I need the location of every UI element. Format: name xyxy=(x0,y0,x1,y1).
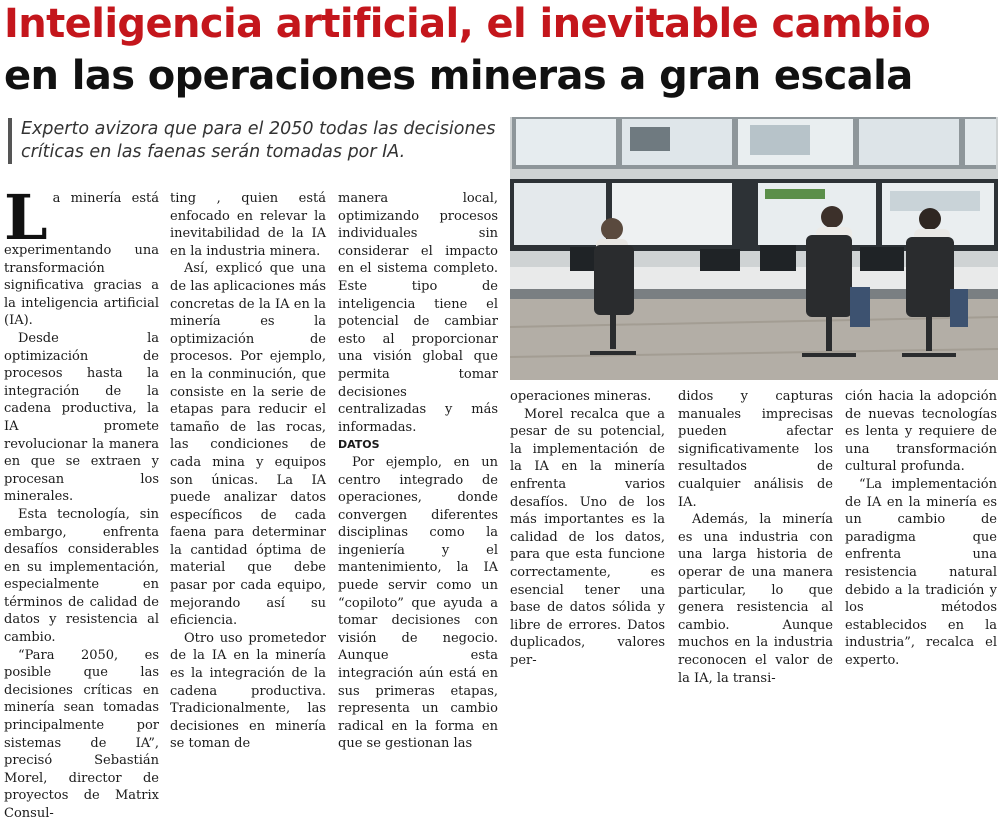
headline-line-1: Inteligencia artificial, el inevitable cambio xyxy=(4,1,931,47)
article-paragraph: ción hacia la adopción de nuevas tecnologías es lenta y requiere de una transformación cultural profunda. xyxy=(845,389,997,475)
headline-line-2: en las operaciones mineras a gran escala xyxy=(4,53,913,99)
article-paragraph: Además, la minería es una industria con una larga historia de operar de una manera particular, lo que genera resistencia al cambio. Aunque muchos en la industria reconocen el valor de la IA, la transi- xyxy=(678,512,833,686)
article-paragraph: operaciones mineras. xyxy=(510,389,652,404)
article-paragraph: Morel recalca que a pesar de su potencial, la implementación de la IA en la minería enfrenta varios desafíos. Uno de los más importantes es la calidad de los datos, para que esta funcione correctamente, es esencial tener una base de datos sólida y libre de errores. Datos duplicados, valores per- xyxy=(510,406,665,668)
article-paragraph: La minería está experimentando una transformación significativa gracias a la inteligencia artificial (IA). xyxy=(4,181,159,329)
article-paragraph: didos y capturas manuales imprecisas pueden afectar significativamente los resultados de cualquier análisis de IA. xyxy=(678,389,833,510)
article-column-1 xyxy=(4,181,159,823)
headline xyxy=(4,0,994,102)
article-paragraph: “La implementación de IA en la minería es un cambio de paradigma que enfrenta una resistencia natural debido a la tradición y los métodos establecidos en la industria”, recalca el experto. xyxy=(845,476,997,668)
article-column-2 xyxy=(170,190,326,753)
drop-cap: L xyxy=(4,181,48,254)
deck-subtitle: Experto avizora que para el 2050 todas las decisiones críticas en las faenas serán tomadas por IA. xyxy=(8,118,509,164)
article-paragraph: ting , quien está enfocado en relevar la inevitabilidad de la IA en la industria minera. xyxy=(170,191,326,259)
article-paragraph: Desde la optimización de procesos hasta la integración de la cadena productiva, la IA promete revolucionar la manera en que se extraen y procesan los minerales. xyxy=(4,330,159,505)
article-paragraph: Por ejemplo, en un centro integrado de operaciones, donde convergen diferentes disciplinas como la ingeniería y el mantenimiento, la IA puede servir como un “copiloto” que ayuda a tomar decisiones con visión de negocio. Aunque esta integración aún está en sus primeras etapas, representa un cambio radical en la forma en que se gestionan las xyxy=(338,454,498,752)
article-column-3 xyxy=(338,190,498,753)
article-paragraph: manera local, optimizando procesos individuales sin considerar el impacto en el sistema completo. Este tipo de inteligencia tiene el potencial de cambiar esto al proporcionar una visión global que permita tomar decisiones centralizadas y más informadas. xyxy=(338,191,498,435)
article-column-5 xyxy=(678,388,833,687)
article-paragraph: “Para 2050, es posible que las decisiones críticas en minería sean tomadas principalmente por sistemas de IA”, precisó Sebastián Morel, director de proyectos de Matrix Consul- xyxy=(4,647,159,821)
article-paragraph: Esta tecnología, sin embargo, enfrenta desafíos considerables en su implementación, especialmente en términos de calidad de datos y resistencia al cambio. xyxy=(4,506,159,646)
article-column-6 xyxy=(845,388,997,670)
article-column-4 xyxy=(510,388,665,670)
control-room-photo xyxy=(510,117,998,380)
article-paragraph: Así, explicó que una de las aplicaciones más concretas de la IA en la minería es la optimización de procesos. Por ejemplo, en la conminución, que consiste en la serie de etapas para reducir el tamaño de las rocas, las condiciones de cada mina y equipos son únicas. La IA puede analizar datos específicos de cada faena para determinar la cantidad óptima de material que debe pasar por cada equipo, mejorando así su eficiencia. xyxy=(170,261,326,629)
article-paragraph: Otro uso prometedor de la IA en la minería es la integración de la cadena productiva. Tradicionalmente, las decisiones en minería se toman de xyxy=(170,630,326,752)
section-subhead: DATOS xyxy=(338,438,380,452)
